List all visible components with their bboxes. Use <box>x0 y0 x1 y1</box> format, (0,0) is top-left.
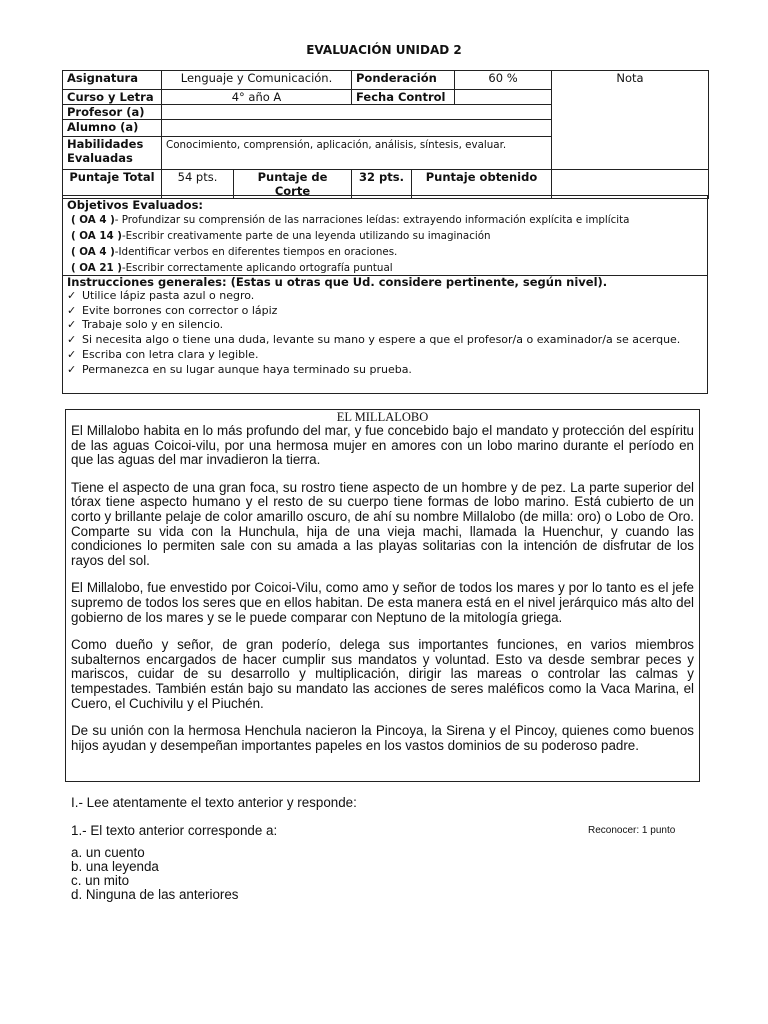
puntaje-corte-value: 32 pts. <box>352 170 412 199</box>
profesor-label: Profesor (a) <box>63 105 162 120</box>
objective-item <box>67 244 703 260</box>
instructions-section <box>63 276 707 377</box>
option-a[interactable]: a. un cuento <box>71 845 145 860</box>
instructions-heading: Instrucciones generales: (Estas u otras que Ud. considere pertinente, según nivel). <box>67 275 608 289</box>
checkmark-icon: ✓ <box>67 303 77 317</box>
instruction-text: Escriba con letra clara y legible. <box>82 347 259 361</box>
instructions-list <box>67 289 703 377</box>
objective-code: ( OA 4 ) <box>71 214 115 226</box>
reading-paragraph: Tiene el aspecto de una gran foca, su rostro tiene aspecto de un hombre y de pez. La parte superior del tórax tiene aspecto humano y el resto de su cuerpo tiene formas de lobo marino. Está cubierto de un corto y brillante pelaje de color amarillo oscuro, de ahí su nombre Millalobo (de milla: oro) o Lobo de Oro. Comparte su vida con la Hunchula, hija de una vieja machi, llamada la Huenchur, y cuando las condiciones lo permiten sale con su amada a las playas solitarias con la intención de disfrutar de los rayos del sol. <box>71 479 694 568</box>
objective-text: -Escribir creativamente parte de una leyenda utilizando su imaginación <box>121 230 491 242</box>
checkmark-icon: ✓ <box>67 318 77 332</box>
instruction-text: Permanezca en su lugar aunque haya terminado su prueba. <box>82 362 412 376</box>
reading-paragraph: Como dueño y señor, de gran poderío, delega sus importantes funciones, en varios miembros subalternos encargados de hacer cumplir sus mandatos y voluntad. Esto va desde sembrar peces y mariscos, cuidar de su desarrollo y multiplicación, dirigir las mareas o controlar las calmas y tempestades. También están bajo su mandato las acciones de seres maléficos como la Vaca Marina, el Cuero, el Cuchivilu y el Piuchén. <box>71 637 694 711</box>
curso-value: 4° año A <box>162 90 352 105</box>
alumno-label: Alumno (a) <box>63 120 162 137</box>
section-heading: I.- Lee atentamente el texto anterior y responde: <box>71 795 357 810</box>
alumno-field[interactable] <box>162 120 552 137</box>
puntaje-total-value: 54 pts. <box>162 170 234 199</box>
instruction-item <box>67 363 703 378</box>
instruction-item <box>67 289 703 304</box>
option-c[interactable]: c. un mito <box>71 873 130 888</box>
instruction-item <box>67 333 703 348</box>
objective-item <box>67 260 703 276</box>
question-1-text: 1.- El texto anterior corresponde a: <box>71 823 278 838</box>
option-d[interactable]: d. Ninguna de las anteriores <box>71 887 239 902</box>
instruction-item <box>67 348 703 363</box>
asignatura-label: Asignatura <box>63 71 162 90</box>
instruction-item <box>67 318 703 333</box>
objective-text: -Escribir correctamente aplicando ortografía puntual <box>121 262 393 274</box>
puntaje-total-label: Puntaje Total <box>63 170 162 199</box>
header-table <box>62 70 709 199</box>
instruction-item <box>67 304 703 319</box>
reading-passage <box>65 409 700 782</box>
habilidades-value: Conocimiento, comprensión, aplicación, análisis, síntesis, evaluar. <box>162 137 552 170</box>
objective-code: ( OA 21 ) <box>71 262 122 274</box>
ponderacion-value: 60 % <box>455 71 552 90</box>
objectives-section <box>63 196 707 276</box>
objectives-instructions-box <box>62 195 708 394</box>
question-1-skill: Reconocer: 1 punto <box>588 825 676 836</box>
curso-label: Curso y Letra <box>63 90 162 105</box>
reading-title: EL MILLALOBO <box>336 410 429 424</box>
checkmark-icon: ✓ <box>67 333 77 347</box>
reading-paragraph: El Millalobo, fue envestido por Coicoi-Vilu, como amo y señor de todos los mares y por lo tanto es el jefe supremo de todos los seres que en ellos habitan. De esta manera está en el nivel jerárquico más alto del gobierno de los mares y se le puede comparar con Neptuno de la mitología griega. <box>71 580 694 625</box>
nota-label: Nota <box>616 71 644 85</box>
checkmark-icon: ✓ <box>67 289 77 302</box>
objective-code: ( OA 4 ) <box>71 246 115 258</box>
objective-text: - Profundizar su comprensión de las narraciones leídas: extrayendo información explícita e implícita <box>114 214 630 226</box>
habilidades-label: Habilidades Evaluadas <box>63 137 162 170</box>
reading-paragraph: El Millalobo habita en lo más profundo del mar, y fue concebido bajo el mandato y protección del espíritu de las aguas Coicoi-vilu, por una hermosa mujer en amores con un lobo marino durante el período en que las aguas del mar invadieron la tierra. <box>71 423 694 468</box>
option-b[interactable]: b. una leyenda <box>71 859 159 874</box>
instruction-text: Utilice lápiz pasta azul o negro. <box>82 289 255 302</box>
objectives-heading: Objetivos Evaluados: <box>67 198 204 212</box>
profesor-field[interactable] <box>162 105 552 120</box>
question-1-options <box>71 846 239 902</box>
reading-paragraph: De su unión con la hermosa Henchula nacieron la Pincoya, la Sirena y el Pincoy, quienes como buenos hijos ayudan y desempeñan importantes papeles en los vastos dominios de su poderoso padre. <box>71 723 694 753</box>
objective-code: ( OA 14 ) <box>71 230 122 242</box>
objective-text: -Identificar verbos en diferentes tiempos en oraciones. <box>114 246 398 258</box>
checkmark-icon: ✓ <box>67 362 77 376</box>
asignatura-value: Lenguaje y Comunicación. <box>162 71 352 90</box>
instruction-text: Si necesita algo o tiene una duda, levante su mano y espere a que el profesor/a o examinador/a se acerque. <box>82 333 681 347</box>
ponderacion-label: Ponderación <box>352 71 455 90</box>
checkmark-icon: ✓ <box>67 347 77 361</box>
objective-item <box>67 228 703 244</box>
fecha-value[interactable] <box>455 90 552 105</box>
nota-cell[interactable] <box>552 71 709 170</box>
puntaje-corte-label: Puntaje de Corte <box>234 170 352 199</box>
document-title: EVALUACIÓN UNIDAD 2 <box>306 43 462 57</box>
objective-item <box>67 212 703 228</box>
instruction-text: Evite borrones con corrector o lápiz <box>82 303 278 317</box>
instruction-text: Trabaje solo y en silencio. <box>82 318 224 332</box>
puntaje-obtenido-label: Puntaje obtenido <box>412 170 552 199</box>
fecha-label: Fecha Control <box>352 90 455 105</box>
